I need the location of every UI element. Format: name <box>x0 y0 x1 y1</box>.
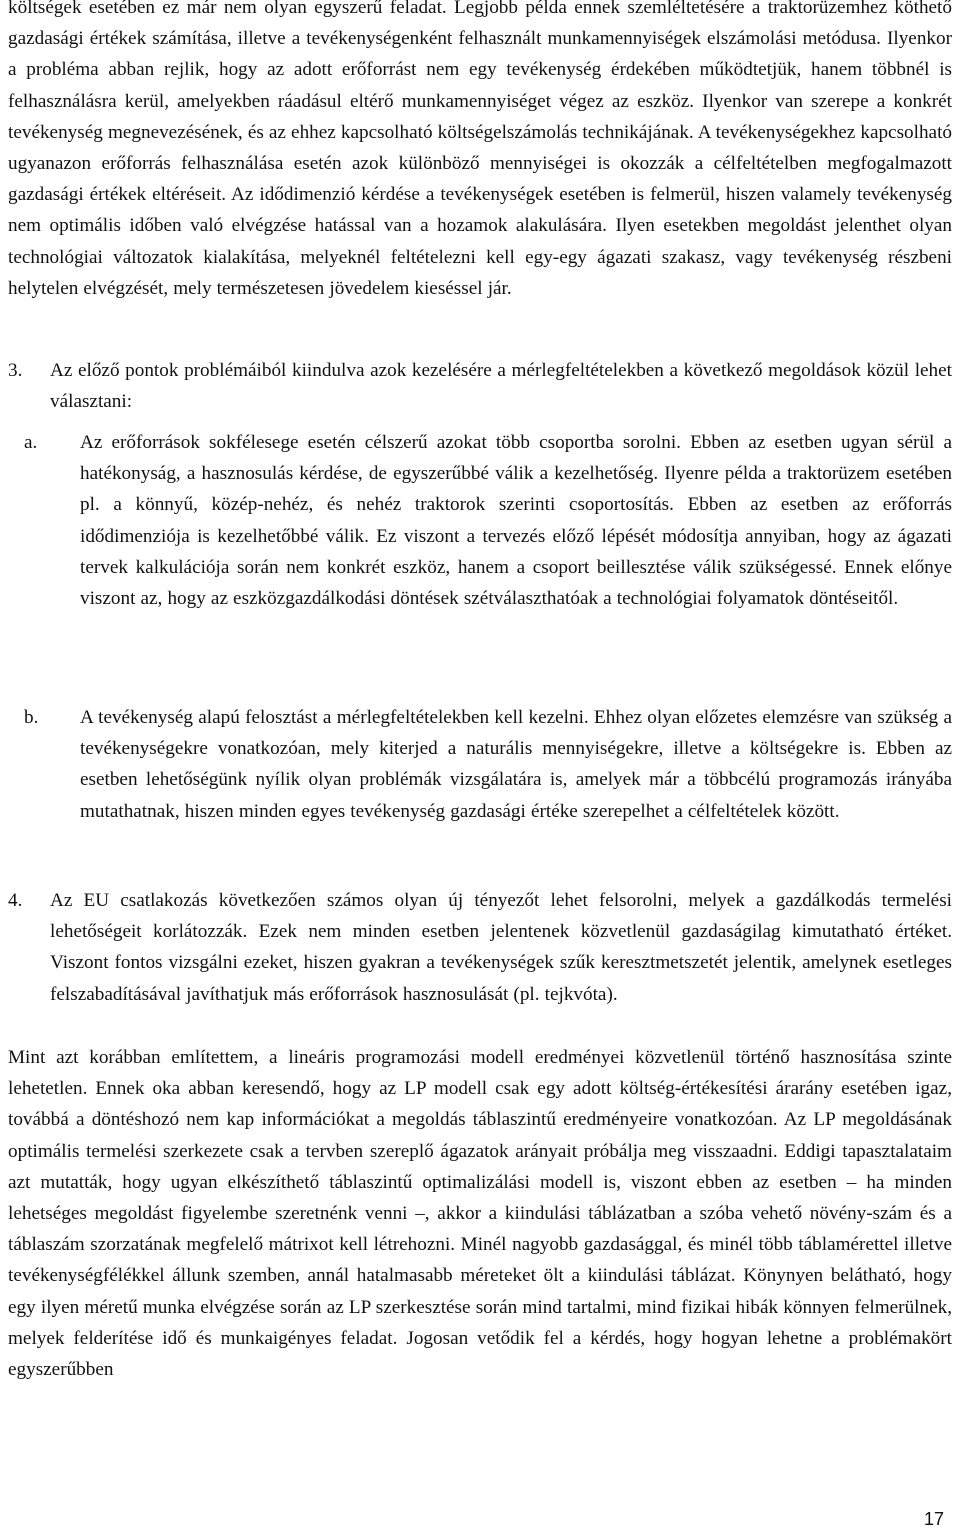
list-item-3a-text: Az erőforrások sokfélesege esetén célszerű azokat több csoportba sorolni. Ebben az esetben ugyan sérül a hatékonyság, a hasznosulás kérdése, de egyszerűbbé válik a kezelhetőség. Ilyenre példa a traktorüzem esetében pl. a könnyű, közép-nehéz, és nehéz traktorok szerinti csoportosítás. Ebben az esetben az erőforrás idődimenziója is kezelhetőbbé válik. Ez viszont a tervezés előző lépését módosítja annyiban, hogy az ágazati tervek kalkulációja során nem konkrét eszköz, hanem a csoport beillesztése válik szükségessé. Ennek előnye viszont az, hogy az eszközgazdálkodási döntések szétválaszthatóak a technológiai folyamatok döntéseitől. <box>80 432 952 610</box>
list-marker-4: 4. <box>8 890 23 911</box>
list-marker-3: 3. <box>8 360 23 381</box>
list-marker-3b: b. <box>24 707 39 728</box>
list-item-4-text: Az EU csatlakozás következően számos olyan új tényezőt lehet felsorolni, melyek a gazdálkodás termelési lehetőségeit korlátozzák. Ezek nem minden esetben jelentenek közvetlenül gazdaságilag kimutatható értéket. Viszont fontos vizsgálni ezeket, hiszen gyakran a tevékenységek szűk keresztmetszetét jelentik, amelynek esetleges felszabadításával javíthatjuk más erőforrások hasznosulását (pl. tejkvóta). <box>50 890 952 1005</box>
list-item-3b-text: A tevékenység alapú felosztást a mérlegfeltételekben kell kezelni. Ehhez olyan előzetes elemzésre van szükség a tevékenységekre vonatkozóan, mely kiterjed a naturális mennyiségekre, illetve a költségekre is. Ebben az esetben lehetőségünk nyílik olyan problémák vizsgálatára is, amelyek már a többcélú programozás irányába mutathatnak, hiszen minden egyes tevékenység gazdasági értéke szerepelhet a célfeltételek között. <box>80 707 952 822</box>
closing-paragraph: Mint azt korábban említettem, a lineáris programozási modell eredményei közvetlenül történő hasznosítása szinte lehetetlen. Ennek oka abban keresendő, hogy az LP modell csak egy adott költség-értékesítési árarány esetében igaz, továbbá a döntéshozó nem kap információkat a megoldás táblaszintű eredményeire vonatkozóan. Az LP megoldásának optimális termelési szerkezete csak a tervben szereplő ágazatok arányait próbálja meg visszaadni. Eddigi tapasztalataim azt mutatták, hogy ugyan elkészíthető táblaszintű optimalizálási modell is, viszont ebben az esetben – ha minden lehetséges megoldást figyelembe szeretnénk venni –, akkor a kiindulási táblázatban a szóba vehető növény-szám és a táblaszám szorzatának megfelelő mátrixot kell létrehozni. Minél nagyobb gazdasággal, és minél több táblamérettel illetve tevékenységfélékkel állunk szemben, annál hatalmasabb méreteket ölt a kiindulási táblázat. Könynyen belátható, hogy egy ilyen méretű munka elvégzése során az LP szerkesztése során mind tartalmi, mind fizikai hibák könnyen felmerülnek, melyek felderítése idő és munkaigényes feladat. Jogosan vetődik fel a kérdés, hogy hogyan lehetne a problémakört egyszerűbben <box>8 1047 952 1381</box>
list-item-3-text: Az előző pontok problémáiból kiindulva azok kezelésére a mérlegfeltételekben a következő megoldások közül lehet választani: <box>50 360 952 413</box>
intro-paragraph: költségek esetében ez már nem olyan egyszerű feladat. Legjobb példa ennek szemléltetésére a traktorüzemhez köthető gazdasági értékek számítása, illetve a tevékenységenként felhasznált munkamennyiségek elszámolási metódusa. Ilyenkor a probléma abban rejlik, hogy az adott erőforrást nem egy tevékenység érdekében működtetjük, hanem többnél is felhasználásra kerül, amelyekben ráadásul eltérő munkamennyiséget végez az eszköz. Ilyenkor van szerepe a konkrét tevékenység megnevezésének, és az ehhez kapcsolható költségelszámolás technikájának. A tevékenységekhez kapcsolható ugyanazon erőforrás felhasználása esetén azok különböző mennyiségei is okozzák a célfeltételben megfogalmazott gazdasági értékek eltéréseit. Az idődimenzió kérdése a tevékenységek esetében is felmerül, hiszen valamely tevékenység nem optimális időben való elvégzése hatással van a hozamok alakulására. Ilyen esetekben megoldást jelenthet olyan technológiai változatok kialakítása, melyeknél feltételezni kell egy-egy ágazati szakasz, vagy tevékenység részbeni helytelen elvégzését, mely természetesen jövedelem kieséssel jár. <box>8 0 952 299</box>
list-marker-3a: a. <box>24 432 38 453</box>
page-number: 17 <box>923 1509 944 1529</box>
